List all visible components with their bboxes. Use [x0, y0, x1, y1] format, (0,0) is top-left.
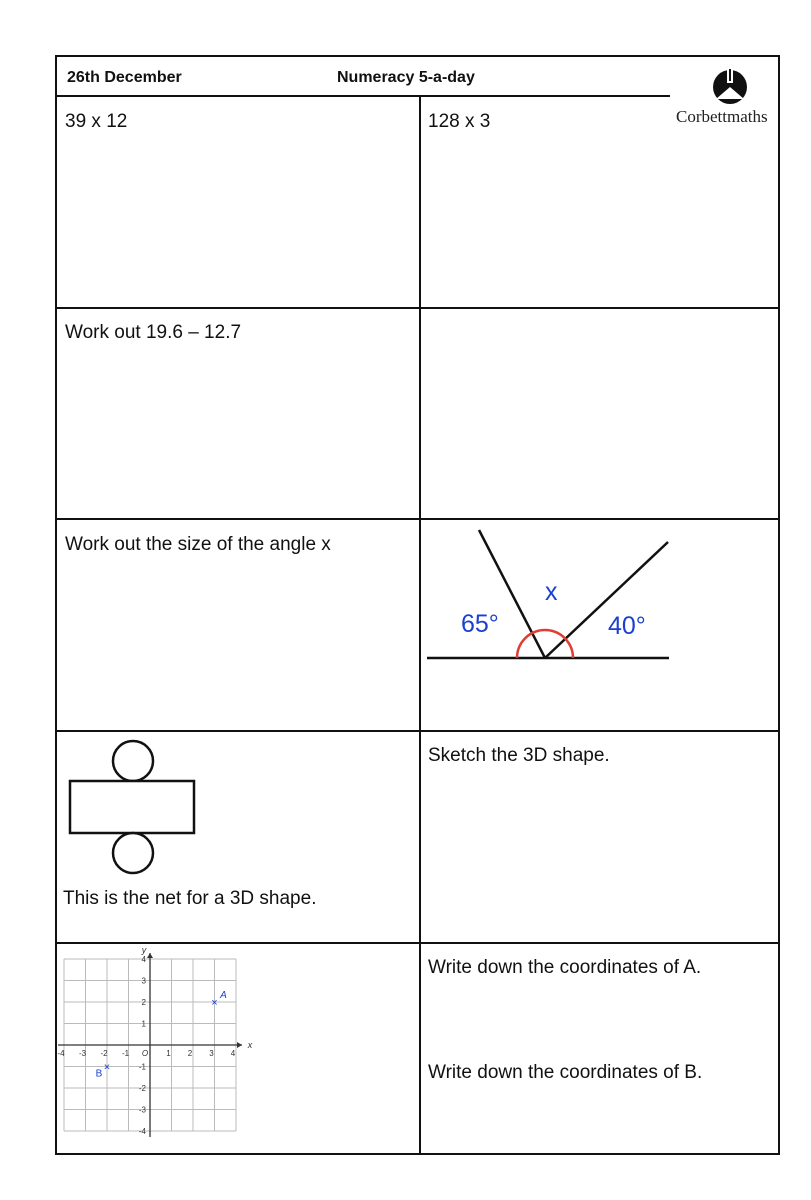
y-axis-arrow	[147, 953, 153, 958]
right-ray	[545, 542, 668, 658]
x-tick-label: -1	[121, 1049, 130, 1058]
x-tick-label: -4	[57, 1049, 65, 1058]
y-tick-label: -4	[138, 1127, 146, 1136]
row-divider-1	[57, 307, 780, 309]
x-tick-label: 4	[230, 1049, 236, 1058]
angle-diagram	[421, 520, 779, 728]
question-3: Work out 19.6 – 12.7	[65, 322, 242, 343]
point-a	[211, 990, 227, 1009]
angle-x-label: x	[545, 578, 558, 606]
x-tick-label: 2	[187, 1049, 193, 1058]
y-tick-label: -3	[138, 1105, 146, 1115]
question-4: Work out the size of the angle x	[65, 534, 331, 555]
question-2: 128 x 3	[428, 111, 491, 132]
y-axis-label: y	[141, 945, 147, 955]
coordinate-grid	[57, 945, 263, 1145]
net-rectangle	[70, 781, 194, 833]
logo-emblem-icon	[670, 57, 780, 107]
row-divider-3	[57, 730, 780, 732]
x-tick-label: O	[141, 1049, 149, 1058]
angle-arc	[517, 630, 573, 658]
x-tick-label: 1	[166, 1049, 171, 1058]
corbettmaths-logo	[670, 57, 780, 127]
question-6: Sketch the 3D shape.	[428, 745, 610, 766]
x-axis-arrow	[237, 1042, 242, 1048]
point-b	[96, 1062, 111, 1080]
net-bottom-circle	[113, 833, 153, 873]
header-title: Numeracy 5-a-day	[337, 69, 475, 86]
worksheet	[55, 55, 780, 1155]
y-tick-label: 2	[141, 998, 146, 1007]
question-7b: Write down the coordinates of B.	[428, 1062, 703, 1083]
y-tick-label: -2	[138, 1084, 146, 1093]
y-tick-label: -1	[138, 1062, 146, 1072]
question-1: 39 x 12	[65, 111, 128, 132]
left-ray	[479, 530, 545, 658]
x-axis-label: x	[247, 1040, 253, 1050]
x-tick-label: -2	[100, 1049, 108, 1058]
point-marker: ×	[211, 997, 218, 1009]
question-7a: Write down the coordinates of A.	[428, 957, 702, 978]
angle-left-label: 65°	[461, 610, 499, 638]
point-marker: ×	[103, 1061, 111, 1074]
point-label: B	[95, 1068, 103, 1080]
x-tick-label: 3	[209, 1049, 214, 1058]
angle-right-label: 40°	[608, 612, 646, 640]
y-tick-label: 3	[141, 976, 146, 986]
net-top-circle	[113, 741, 153, 781]
y-tick-label: 1	[141, 1019, 146, 1029]
header-row	[57, 57, 670, 97]
row-divider-4	[57, 942, 780, 944]
point-label: A	[220, 990, 227, 1001]
y-tick-label: 4	[141, 955, 146, 964]
x-tick-label: -3	[78, 1049, 87, 1058]
cylinder-net-diagram	[67, 735, 207, 880]
question-5: This is the net for a 3D shape.	[63, 888, 317, 909]
header-date: 26th December	[67, 69, 182, 86]
logo-text: Corbettmaths	[676, 107, 768, 126]
